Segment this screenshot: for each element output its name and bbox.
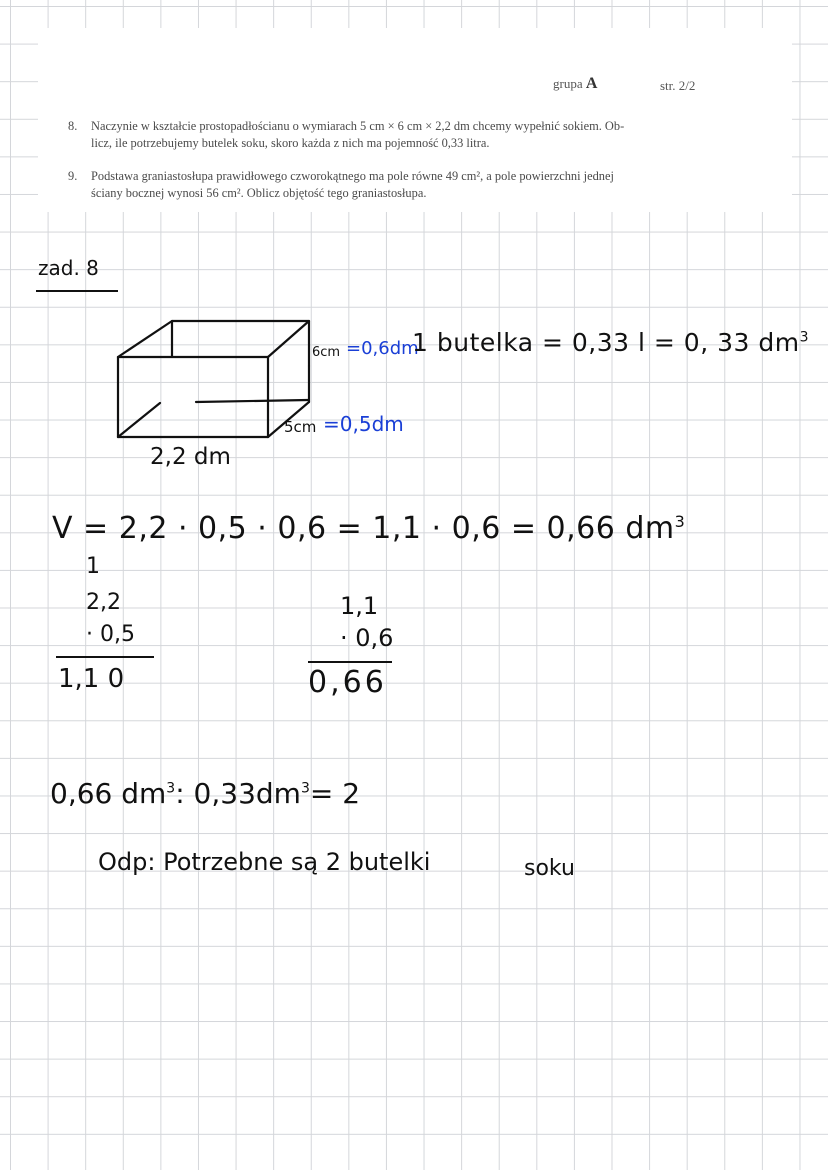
volume-equation [52, 511, 686, 546]
bottle-exponent: 3 [799, 329, 809, 346]
problem-line: licz, ile potrzebujemy butelek soku, skoro każda z nich ma pojemność 0,33 litra. [91, 136, 490, 150]
mult2-rule [308, 661, 392, 663]
division-equation [50, 777, 361, 810]
problem-line: Podstawa graniastosłupa prawidłowego czworokątnego ma pole równe 49 cm², a pole powierzchni jednej [91, 169, 614, 183]
mult1-result: 1,1 0 [58, 664, 125, 694]
mult1-rule [56, 656, 154, 658]
group-letter: A [585, 75, 598, 92]
cuboid-front-face [118, 357, 268, 437]
solution-heading: zad. 8 [38, 256, 99, 280]
volume-equation-text: V = 2,2 · 0,5 · 0,6 = 1,1 · 0,6 = 0,66 dm [52, 511, 675, 546]
page-number: str. 2/2 [660, 78, 696, 93]
answer-tail: soku [524, 856, 575, 881]
bottle-capacity-equation [412, 330, 809, 355]
division-exp-1: 3 [166, 780, 176, 797]
division-exp-2: 3 [300, 780, 310, 797]
height-label-cm: 6cm [312, 345, 341, 360]
mult1-factor-a: 2,2 [86, 590, 121, 615]
depth-label-cm: 5cm [284, 418, 317, 436]
length-label: 2,2 dm [150, 444, 231, 470]
cuboid-back-top [118, 321, 309, 366]
group-label-text: grupa [553, 76, 583, 91]
problem-line: ściany bocznej wynosi 56 cm². Oblicz objętość tego graniastosłupa. [91, 186, 427, 200]
cuboid-edge-top-right [268, 321, 309, 357]
problem-line: Naczynie w kształcie prostopadłościanu o wymiarach 5 cm × 6 cm × 2,2 dm chcemy wypełnić sokiem. Ob- [91, 119, 625, 133]
cuboid-edge-bottom-left [118, 403, 160, 437]
mult2-result: 0,66 [308, 665, 387, 700]
division-part-1: 0,66 dm [50, 777, 167, 810]
problem-number: 9. [68, 169, 78, 183]
division-part-3: = 2 [309, 777, 361, 810]
volume-exponent: 3 [674, 512, 686, 531]
height-label-dm: =0,6dm [346, 338, 419, 359]
answer-text: Odp: Potrzebne są 2 butelki [98, 848, 431, 876]
bottle-equation-text: 1 butelka = 0,33 l = 0, 33 dm [412, 328, 800, 357]
mult1-factor-b: · 0,5 [86, 622, 135, 647]
mult1-carry: 1 [86, 554, 100, 579]
division-part-2: : 0,33dm [175, 777, 301, 810]
problem-number: 8. [68, 119, 78, 133]
mult2-factor-a: 1,1 [340, 592, 379, 620]
depth-label-dm: =0,5dm [323, 412, 404, 436]
cuboid-back-bottom [196, 400, 308, 402]
mult2-factor-b: · 0,6 [340, 624, 394, 652]
